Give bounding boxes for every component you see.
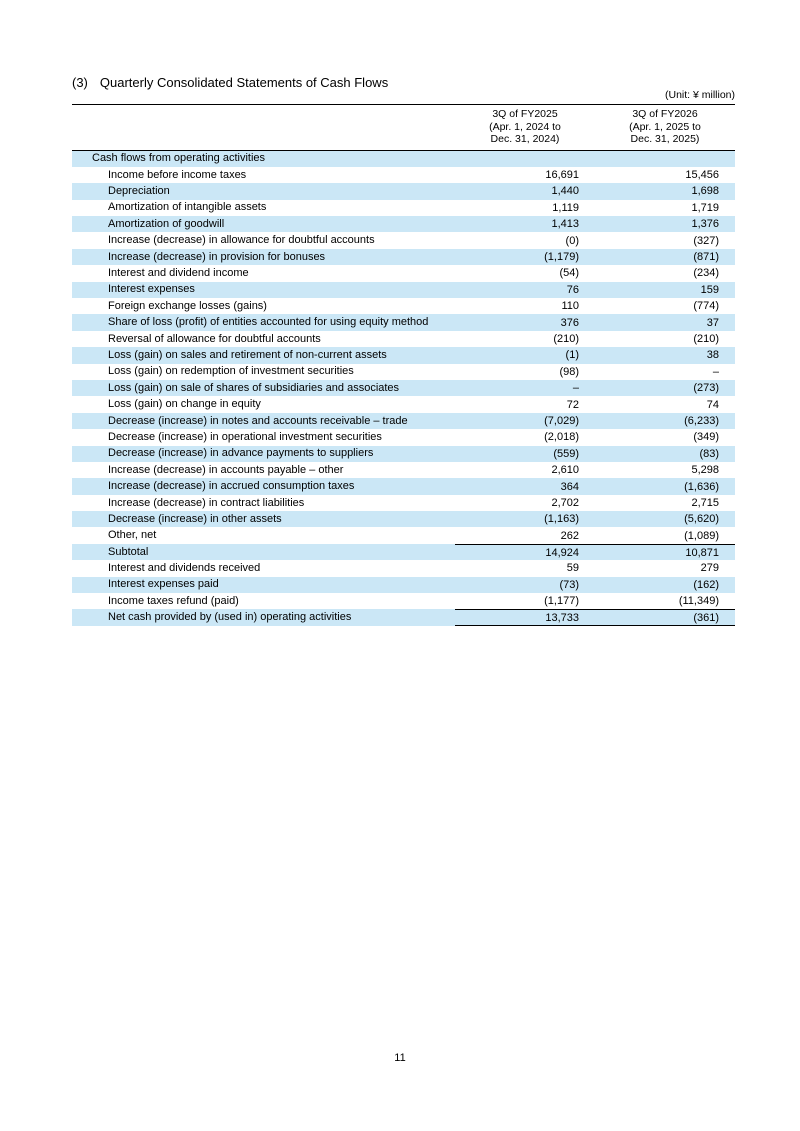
table-row — [72, 429, 735, 445]
row-label: Increase (decrease) in allowance for doubtful accounts — [108, 234, 375, 247]
value-fy2026: 74 — [706, 398, 719, 411]
value-fy2026: (361) — [595, 609, 735, 625]
row-label: Cash flows from operating activities — [92, 152, 266, 165]
table-row — [72, 364, 735, 380]
table-row — [72, 298, 735, 314]
value-fy2025: 59 — [566, 562, 579, 575]
section-title — [72, 75, 388, 90]
table-row — [72, 560, 735, 576]
value-fy2026: (6,233) — [684, 414, 719, 427]
table-row — [72, 544, 735, 560]
value-fy2026: 279 — [700, 562, 719, 575]
table-row — [72, 462, 735, 478]
table-row — [72, 331, 735, 347]
row-label: Net cash provided by (used in) operating activities — [108, 611, 352, 624]
value-fy2025: 76 — [566, 283, 579, 296]
value-fy2025: 72 — [566, 398, 579, 411]
table-row — [72, 593, 735, 609]
column-header-period-title: 3Q of FY2025 — [492, 108, 558, 120]
row-label: Interest expenses paid — [108, 578, 219, 591]
value-fy2025: 1,413 — [551, 218, 579, 231]
table-row — [72, 413, 735, 429]
column-header-date-range-end: Dec. 31, 2024) — [490, 133, 560, 145]
value-fy2025: 110 — [561, 300, 579, 313]
table-row — [72, 167, 735, 183]
value-fy2025: 16,691 — [545, 169, 579, 182]
value-fy2025: 13,733 — [455, 609, 595, 625]
row-label: Share of loss (profit) of entities accounted for using equity method — [108, 316, 429, 329]
value-fy2026: 5,298 — [691, 464, 719, 477]
cashflow-table — [72, 104, 735, 626]
row-label: Loss (gain) on change in equity — [108, 398, 261, 411]
row-label: Decrease (increase) in other assets — [108, 512, 282, 525]
table-row — [72, 380, 735, 396]
row-label: Loss (gain) on redemption of investment securities — [108, 365, 354, 378]
value-fy2025: 364 — [560, 480, 579, 493]
value-fy2026: (327) — [693, 234, 719, 247]
table-row — [72, 609, 735, 625]
row-label: Depreciation — [108, 185, 170, 198]
column-header-date-range-start: (Apr. 1, 2025 to — [629, 120, 701, 133]
value-fy2025: (0) — [565, 234, 579, 247]
row-label: Interest and dividends received — [108, 562, 261, 575]
row-label: Amortization of goodwill — [108, 217, 225, 230]
value-fy2026: (349) — [693, 431, 719, 444]
table-row — [72, 577, 735, 593]
value-fy2026 — [595, 151, 735, 167]
value-fy2025: 2,610 — [551, 464, 579, 477]
row-label: Loss (gain) on sale of shares of subsidiaries and associates — [108, 381, 400, 394]
row-label: Decrease (increase) in advance payments to suppliers — [108, 447, 374, 460]
value-fy2026: (234) — [693, 267, 719, 280]
value-fy2025: 376 — [560, 316, 579, 329]
row-label: Reversal of allowance for doubtful accounts — [108, 332, 321, 345]
value-fy2025: (73) — [559, 578, 579, 591]
value-fy2026: (774) — [693, 300, 719, 313]
table-header-row — [72, 105, 735, 151]
table-row — [72, 265, 735, 281]
section-number: (3) — [72, 75, 88, 90]
value-fy2025: 1,119 — [552, 201, 579, 214]
value-fy2025: (559) — [553, 447, 579, 460]
table-row — [72, 495, 735, 511]
header-spacer — [72, 108, 455, 146]
value-fy2026: 10,871 — [595, 544, 735, 560]
table-body — [72, 151, 735, 626]
value-fy2025: – — [572, 382, 579, 395]
table-row — [72, 446, 735, 462]
section-header-row — [72, 151, 735, 167]
value-fy2026: 15,456 — [685, 169, 719, 182]
table-row — [72, 478, 735, 494]
value-fy2026: – — [712, 365, 719, 378]
value-fy2025: (1,163) — [544, 513, 579, 526]
value-fy2025: (98) — [559, 365, 579, 378]
row-label: Loss (gain) on sales and retirement of non-current assets — [108, 348, 387, 361]
table-row — [72, 314, 735, 330]
value-fy2025: (1,179) — [544, 251, 579, 264]
value-fy2025: (54) — [559, 267, 579, 280]
value-fy2026: 159 — [700, 283, 719, 296]
value-fy2026: (1,636) — [684, 480, 719, 493]
row-label: Subtotal — [108, 545, 149, 558]
row-label: Decrease (increase) in operational investment securities — [108, 430, 382, 443]
row-label: Income before income taxes — [108, 168, 247, 181]
value-fy2026: (162) — [693, 578, 719, 591]
value-fy2026: (273) — [693, 382, 719, 395]
value-fy2025: (1) — [565, 349, 579, 362]
table-row — [72, 527, 735, 543]
value-fy2026: (11,349) — [678, 595, 719, 608]
row-label: Amortization of intangible assets — [108, 201, 267, 214]
table-row — [72, 347, 735, 363]
value-fy2025: 14,924 — [455, 544, 595, 560]
column-header-date-range-end: Dec. 31, 2025) — [630, 133, 700, 145]
column-header-date-range-start: (Apr. 1, 2024 to — [489, 120, 561, 133]
table-row — [72, 249, 735, 265]
value-fy2025: 262 — [560, 529, 579, 542]
row-label: Increase (decrease) in accounts payable – other — [108, 463, 344, 476]
table-row — [72, 396, 735, 412]
value-fy2025: 1,440 — [551, 185, 579, 198]
column-header-fy2025 — [455, 108, 595, 146]
value-fy2026: 37 — [706, 316, 719, 329]
table-row — [72, 183, 735, 199]
value-fy2025: (210) — [553, 332, 579, 345]
table-row — [72, 511, 735, 527]
value-fy2026: (210) — [693, 332, 719, 345]
table-row — [72, 216, 735, 232]
value-fy2026: (83) — [699, 447, 719, 460]
value-fy2026: (1,089) — [684, 529, 719, 542]
row-label: Foreign exchange losses (gains) — [108, 299, 267, 312]
row-label: Increase (decrease) in provision for bonuses — [108, 250, 326, 263]
value-fy2025: (7,029) — [544, 414, 579, 427]
value-fy2026: 38 — [706, 349, 719, 362]
table-row — [72, 200, 735, 216]
value-fy2026: (871) — [693, 251, 719, 264]
table-row — [72, 232, 735, 248]
row-label: Decrease (increase) in notes and accounts receivable – trade — [108, 414, 408, 427]
value-fy2025: (1,177) — [544, 595, 579, 608]
value-fy2026: (5,620) — [684, 513, 719, 526]
row-label: Interest expenses — [108, 283, 195, 296]
row-label: Income taxes refund (paid) — [108, 594, 239, 607]
value-fy2026: 2,715 — [691, 496, 719, 509]
column-header-fy2026 — [595, 108, 735, 146]
value-fy2025: 2,702 — [551, 496, 579, 509]
value-fy2026: 1,698 — [691, 185, 719, 198]
section-title-text: Quarterly Consolidated Statements of Cash Flows — [99, 75, 389, 90]
row-label: Increase (decrease) in contract liabilities — [108, 496, 305, 509]
value-fy2026: 1,376 — [691, 218, 719, 231]
unit-note: (Unit: ¥ million) — [664, 89, 735, 101]
row-label: Increase (decrease) in accrued consumption taxes — [108, 480, 355, 493]
value-fy2025 — [455, 151, 595, 167]
value-fy2026: 1,719 — [691, 201, 719, 214]
column-header-period-title: 3Q of FY2026 — [632, 108, 698, 120]
row-label: Other, net — [108, 529, 157, 542]
row-label: Interest and dividend income — [108, 267, 249, 280]
value-fy2025: (2,018) — [544, 431, 579, 444]
table-row — [72, 282, 735, 298]
page-number: 11 — [394, 1052, 406, 1064]
